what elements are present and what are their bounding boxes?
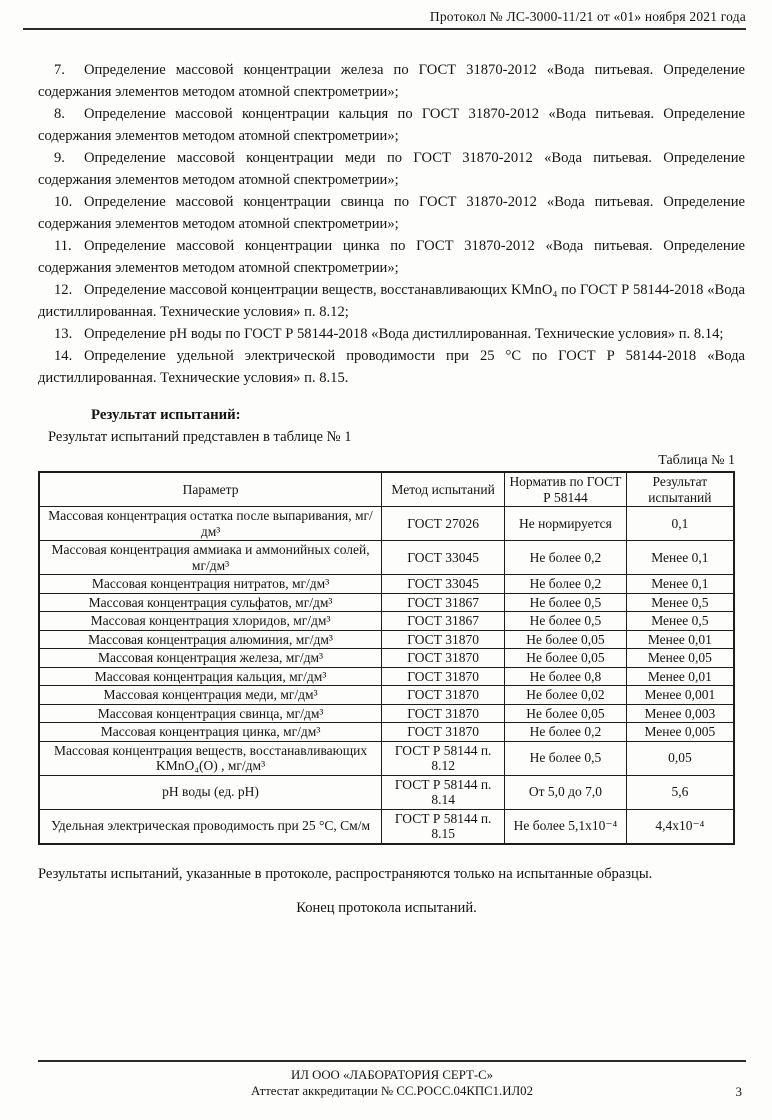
cell-method: ГОСТ 31870 [382, 630, 505, 649]
table-row [39, 612, 734, 631]
cell-norm: Не более 0,02 [505, 686, 627, 705]
cell-method: ГОСТ 33045 [382, 541, 505, 575]
cell-method: ГОСТ 31870 [382, 686, 505, 705]
column-header-norm: Норматив по ГОСТ Р 58144 [505, 472, 627, 507]
results-table-body [39, 507, 734, 844]
results-note: Результаты испытаний, указанные в протоколе, распространяются только на испытанные образцы. [38, 865, 653, 882]
column-header-parameter: Параметр [39, 472, 382, 507]
cell-norm: Не более 0,2 [505, 575, 627, 594]
list-item-number: 11. [54, 238, 72, 254]
list-item-text: Определение pH воды по ГОСТ Р 58144-2018 «Вода дистиллированная. Технические условия» п. 8.14; [84, 326, 724, 342]
cell-result: Менее 0,01 [626, 667, 734, 686]
cell-method: ГОСТ Р 58144 п. 8.15 [382, 809, 505, 844]
cell-method: ГОСТ 31867 [382, 612, 505, 631]
table-header-row [39, 472, 734, 507]
footer-attestation: Аттестат аккредитации № СС.РОСС.04КПС1.ИЛ02 [251, 1084, 533, 1098]
cell-result: Менее 0,5 [626, 593, 734, 612]
list-item-text: Определение массовой концентрации свинца по ГОСТ 31870-2012 «Вода питьевая. Определение содержания элементов методом атомной спектрометрии»; [38, 194, 745, 232]
table-row [39, 630, 734, 649]
table-row [39, 667, 734, 686]
page-number: 3 [735, 1084, 742, 1099]
cell-norm: Не нормируется [505, 507, 627, 541]
results-table [38, 471, 735, 845]
footer-rule [38, 1060, 746, 1062]
cell-result: 4,4х10⁻⁴ [626, 809, 734, 844]
list-item-text: Определение массовой концентрации кальция по ГОСТ 31870-2012 «Вода питьевая. Определение содержания элементов методом атомной спектрометрии»; [38, 106, 745, 144]
list-item [38, 59, 745, 103]
cell-method: ГОСТ 27026 [382, 507, 505, 541]
column-header-result: Результат испытаний [626, 472, 734, 507]
table-row [39, 775, 734, 809]
cell-result: Менее 0,1 [626, 541, 734, 575]
list-item-number: 9. [54, 150, 65, 166]
cell-parameter: Массовая концентрация кальция, мг/дм³ [39, 667, 382, 686]
cell-parameter: Массовая концентрация меди, мг/дм³ [39, 686, 382, 705]
list-item [38, 103, 745, 147]
cell-result: 5,6 [626, 775, 734, 809]
list-item [38, 191, 745, 235]
cell-norm: Не более 0,05 [505, 649, 627, 668]
list-item-number: 8. [54, 106, 65, 122]
cell-parameter: Массовая концентрация свинца, мг/дм³ [39, 704, 382, 723]
column-header-method: Метод испытаний [382, 472, 505, 507]
table-caption: Таблица № 1 [658, 453, 735, 468]
cell-norm: Не более 0,2 [505, 723, 627, 742]
cell-result: 0,05 [626, 741, 734, 775]
cell-method: ГОСТ 31870 [382, 704, 505, 723]
table-row [39, 686, 734, 705]
table-row [39, 741, 734, 775]
table-row [39, 649, 734, 668]
cell-parameter: Массовая концентрация сульфатов, мг/дм³ [39, 593, 382, 612]
cell-result: 0,1 [626, 507, 734, 541]
results-intro: Результат испытаний представлен в таблице № 1 [48, 429, 352, 445]
table-row [39, 723, 734, 742]
list-item-number: 12. [54, 282, 73, 298]
list-item [38, 323, 745, 345]
cell-method: ГОСТ 31870 [382, 723, 505, 742]
protocol-header: Протокол № ЛС-3000-11/21 от «01» ноября 2021 года [429, 9, 746, 24]
list-item-number: 10. [54, 194, 73, 210]
table-row [39, 809, 734, 844]
cell-parameter: Массовая концентрация железа, мг/дм³ [39, 649, 382, 668]
cell-parameter: Массовая концентрация алюминия, мг/дм³ [39, 630, 382, 649]
table-row [39, 507, 734, 541]
cell-norm: Не более 0,05 [505, 704, 627, 723]
list-item-text: Определение массовой концентрации веществ, восстанавливающих KMnO₄ по ГОСТ Р 58144-2018 «Вода дистиллированная. Технические условия» п. 8.12; [38, 282, 745, 320]
cell-result: Менее 0,05 [626, 649, 734, 668]
document-body [38, 59, 745, 919]
cell-norm: Не более 0,2 [505, 541, 627, 575]
cell-norm: Не более 0,5 [505, 593, 627, 612]
cell-parameter: Массовая концентрация веществ, восстанавливающих KMnO₄(O) , мг/дм³ [39, 741, 382, 775]
cell-parameter: Массовая концентрация остатка после выпаривания, мг/дм³ [39, 507, 382, 541]
cell-result: Менее 0,001 [626, 686, 734, 705]
cell-parameter: Массовая концентрация цинка, мг/дм³ [39, 723, 382, 742]
list-item-text: Определение массовой концентрации железа по ГОСТ 31870-2012 «Вода питьевая. Определение содержания элементов методом атомной спектрометрии»; [38, 62, 745, 100]
table-row [39, 593, 734, 612]
end-of-protocol: Конец протокола испытаний. [296, 899, 477, 916]
cell-norm: Не более 5,1х10⁻⁴ [505, 809, 627, 844]
results-heading: Результат испытаний: [91, 407, 241, 423]
cell-parameter: Массовая концентрация хлоридов, мг/дм³ [39, 612, 382, 631]
footer-org: ИЛ ООО «ЛАБОРАТОРИЯ СЕРТ-С» [290, 1068, 494, 1082]
list-item-number: 13. [54, 326, 73, 342]
list-item-number: 7. [54, 62, 65, 78]
cell-result: Менее 0,003 [626, 704, 734, 723]
cell-method: ГОСТ Р 58144 п. 8.12 [382, 741, 505, 775]
cell-method: ГОСТ Р 58144 п. 8.14 [382, 775, 505, 809]
list-item-number: 14. [54, 348, 73, 364]
cell-result: Менее 0,5 [626, 612, 734, 631]
cell-parameter: Массовая концентрация нитратов, мг/дм³ [39, 575, 382, 594]
cell-result: Менее 0,005 [626, 723, 734, 742]
cell-norm: Не более 0,5 [505, 741, 627, 775]
list-item [38, 235, 745, 279]
cell-parameter: Удельная электрическая проводимость при 25 °С, См/м [39, 809, 382, 844]
list-item-text: Определение удельной электрической проводимости при 25 °С по ГОСТ Р 58144-2018 «Вода дистиллированная. Технические условия» п. 8.15. [38, 348, 745, 386]
header-rule [23, 28, 746, 30]
cell-parameter: pH воды (ед. pH) [39, 775, 382, 809]
method-list [38, 59, 745, 389]
table-row [39, 575, 734, 594]
cell-result: Менее 0,01 [626, 630, 734, 649]
cell-norm: Не более 0,5 [505, 612, 627, 631]
cell-result: Менее 0,1 [626, 575, 734, 594]
list-item-text: Определение массовой концентрации цинка по ГОСТ 31870-2012 «Вода питьевая. Определение содержания элементов методом атомной спектрометрии»; [38, 238, 745, 276]
list-item [38, 345, 745, 389]
cell-method: ГОСТ 31867 [382, 593, 505, 612]
cell-norm: От 5,0 до 7,0 [505, 775, 627, 809]
table-row [39, 704, 734, 723]
cell-norm: Не более 0,8 [505, 667, 627, 686]
cell-parameter: Массовая концентрация аммиака и аммонийных солей, мг/дм³ [39, 541, 382, 575]
list-item [38, 147, 745, 191]
list-item [38, 279, 745, 323]
table-row [39, 541, 734, 575]
cell-method: ГОСТ 33045 [382, 575, 505, 594]
list-item-text: Определение массовой концентрации меди по ГОСТ 31870-2012 «Вода питьевая. Определение содержания элементов методом атомной спектрометрии»; [38, 150, 745, 188]
cell-method: ГОСТ 31870 [382, 667, 505, 686]
cell-norm: Не более 0,05 [505, 630, 627, 649]
cell-method: ГОСТ 31870 [382, 649, 505, 668]
page-footer [38, 1060, 746, 1100]
